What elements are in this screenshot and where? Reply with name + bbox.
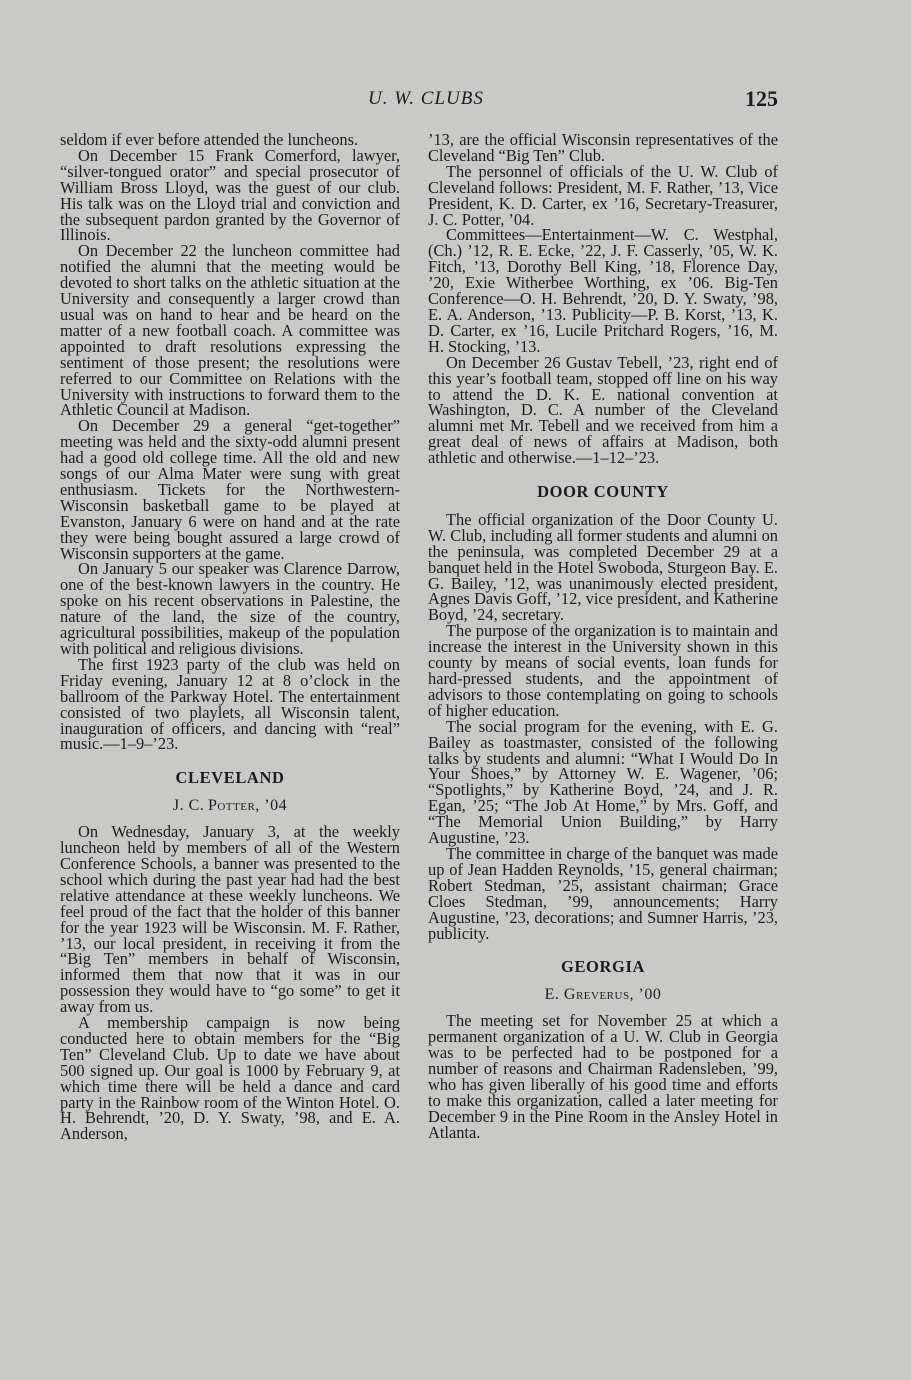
section-heading-georgia: GEORGIA (561, 957, 645, 977)
paragraph: On January 5 our speaker was Clarence Darrow, one of the best-known lawyers in the country. He spoke on his recent observations in Palestine, the nature of the land, the size of the country, agricultural possibilities, makeup of the population with political and religious divisions. (60, 559, 400, 658)
paragraph: ’13, are the official Wisconsin representatives of the Cleveland “Big Ten” Club. (428, 130, 778, 165)
paragraph: The personnel of officials of the U. W. Club of Cleveland follows: President, M. F. Rather, ’13, Vice President, K. D. Carter, ex ’16, Secretary-Treasurer, J. C. Potter, ’04. (428, 161, 778, 229)
paragraph: The social program for the evening, with E. G. Bailey as toastmaster, consisted of the following talks by students and alumni: “What I Would Do In Your Shoes,” by Attorney W. E. Wagener, ’06; “Spotlights,” by Katherine Boyd, ’24, and J. R. Egan, ’25; “The Job At Home,” by Mrs. Goff, and “The Memorial Union Building,” by Harry Augustine, ’23. (428, 716, 778, 848)
paragraph: On December 15 Frank Comerford, lawyer, “silver-tongued orator” and special prosecutor of William Bross Lloyd, was the guest of our club. His talk was on the Lloyd trial and conviction and the subsequent pardon granted by the Governor of Illinois. (60, 145, 400, 245)
paragraph: On December 22 the luncheon committee had notified the alumni that the meeting would be devoted to short talks on the athletic situation at the University and consequently a larger crowd than usual was on hand to hear and be heard on the matter of a new football coach. A committee was appointed to draft resolutions expressing the sentiment of those present; the resolutions were referred to our Committee on Relations with the University with instructions to forward them to the Athletic Council at Madison. (60, 241, 400, 420)
page-number: 125 (745, 86, 778, 111)
byline-cleveland: J. C. Potter, ’04 (172, 797, 288, 815)
byline-georgia: E. Greverus, ’00 (544, 986, 662, 1004)
paragraph: The committee in charge of the banquet was made up of Jean Hadden Reynolds, ’15, general chairman; Robert Stedman, ’25, assistant chairman; Grace Cloes Stedman, ’99, announcements; Harry Augustine, ’23, decorations; and Sumner Harris, ’23, publicity. (428, 843, 778, 943)
running-head: U. W. CLUBS (368, 88, 484, 109)
paragraph: Committees—Entertainment—W. C. Westphal, (Ch.) ’12, R. E. Ecke, ’22, J. F. Casserly, ’05, W. K. Fitch, ’13, Dorothy Bell King, ’18, Florence Day, ’20, Exie Witherbee Worthing, ex ’06. Big-Ten Conference—O. H. Behrendt, ’20, D. Y. Swaty, ’98, E. A. Anderson, ’13. Publicity—P. B. Korst, ’13, K. D. Carter, ex ’16, Lucile Pritchard Rogers, ’16, M. H. Stocking, ’13. (428, 225, 778, 356)
paragraph: The official organization of the Door County U. W. Club, including all former students and alumni on the peninsula, was completed December 29 at a banquet held in the Hotel Swoboda, Sturgeon Bay. E. G. Bailey, ’12, was unanimously elected president, Agnes Davis Goff, ’12, vice president, and Katherine Boyd, ’24, secretary. (428, 509, 778, 625)
paragraph: The purpose of the organization is to maintain and increase the interest in the University shown in this county by means of social events, loan funds for hard-pressed students, and the appointment of advisors to those contemplating on going to schools of higher education. (428, 621, 778, 720)
section-heading-cleveland: CLEVELAND (175, 768, 285, 788)
paragraph: The first 1923 party of the club was held on Friday evening, January 12 at 8 o’clock in the ballroom of the Parkway Hotel. The entertainment consisted of two playlets, all Wisconsin talent, inauguration of officers, and dancing with “real” music.—1–9–’23. (60, 654, 400, 754)
paragraph: On Wednesday, January 3, at the weekly luncheon held by members of all of the Western Conference Schools, a banner was presented to the school which during the past year had had the best relative attendance at these weekly luncheons. We feel proud of the fact that the holder of this banner for the year 1923 will be Wisconsin. M. F. Rather, ’13, our local president, in receiving it from the “Big Ten” members in behalf of Wisconsin, informed them that now that it was in our possession they would have to “go some” to get it away from us. (60, 822, 400, 1017)
paragraph: A membership campaign is now being conducted here to obtain members for the “Big Ten” Cleveland Club. Up to date we have about 500 signed up. Our goal is 1000 by February 9, at which time there will be held a dance and card party in the Rainbow room of the Winton Hotel. O. H. Behrendt, ’20, D. Y. Swaty, ’98, and E. A. Anderson, (60, 1013, 400, 1144)
paragraph: On December 26 Gustav Tebell, ’23, right end of this year’s football team, stopped off line on his way to attend the D. K. E. national convention at Washington, D. C. A number of the Cleveland alumni met Mr. Tebell and we received from him a great deal of news of affairs at Madison, both athletic and otherwise.—1–12–’23. (428, 352, 778, 468)
right-column (428, 132, 778, 1140)
paragraph: seldom if ever before attended the luncheons. (60, 130, 359, 149)
section-heading-door-county: DOOR COUNTY (537, 482, 669, 502)
paragraph: The meeting set for November 25 at which a permanent organization of a U. W. Club in Georgia was to be perfected had to be postponed for a number of reasons and Chairman Radensleben, ’99, who has given liberally of his good time and efforts to make this organization, called a later meeting for December 9 in the Pine Room in the Ansley Hotel in Atlanta. (428, 1011, 778, 1142)
paragraph: On December 29 a general “get-together” meeting was held and the sixty-odd alumni present had a good old college time. All the old and new songs of our Alma Mater were sung with great enthusiasm. Tickets for the Northwestern-Wisconsin basketball game to be played at Evanston, January 6 were on hand and at the rate they were being bought assured a large crowd of Wisconsin supporters at the game. (60, 416, 400, 563)
left-column (60, 132, 400, 1142)
